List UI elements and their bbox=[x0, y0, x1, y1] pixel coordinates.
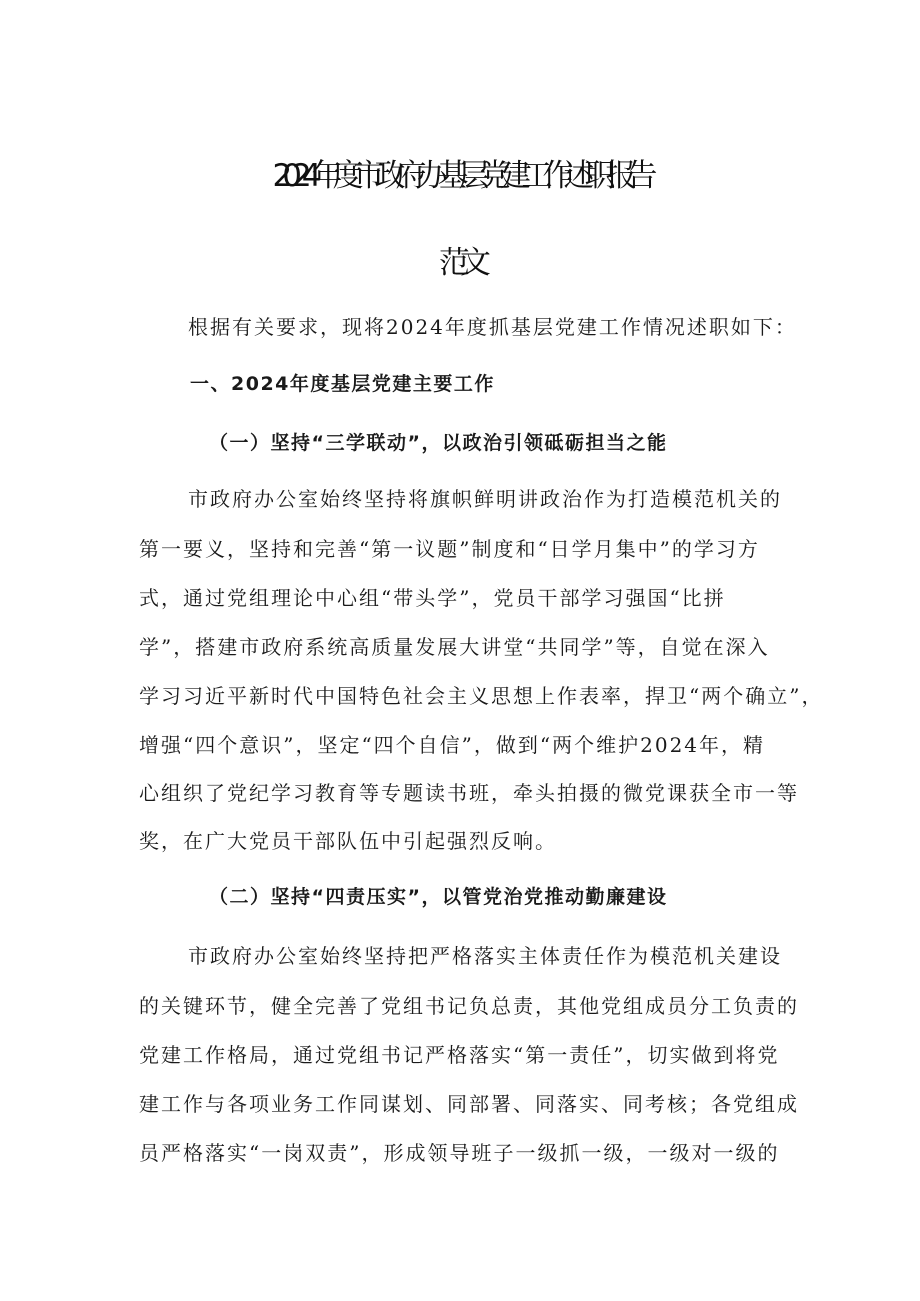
paragraph-2-line: 市政府办公室始终坚持把严格落实主体责任作为模范机关建设 bbox=[188, 944, 782, 968]
document-title-continuation: 范文 bbox=[439, 245, 481, 281]
subsection-heading-2: （二）坚持“四责压实”，以管党治党推动勤廉建设 bbox=[209, 886, 668, 908]
paragraph-1-line: 市政府办公室始终坚持将旗帜鲜明讲政治作为打造模范机关的 bbox=[188, 487, 782, 511]
paragraph-1-line: 第一要义，坚持和完善“第一议题”制度和“日学月集中”的学习方 bbox=[139, 537, 760, 561]
paragraph-1-line: 式，通过党组理论中心组“带头学”，党员干部学习强国“比拼 bbox=[139, 586, 726, 610]
paragraph-2-line: 党建工作格局，通过党组书记严格落实“第一责任”，切实做到将党 bbox=[139, 1043, 780, 1067]
paragraph-2-line: 员严格落实“一岗双责”，形成领导班子一级抓一级，一级对一级的 bbox=[139, 1141, 780, 1165]
paragraph-2-line: 的关键环节，健全完善了党组书记负总责，其他党组成员分工负责的 bbox=[139, 994, 799, 1018]
paragraph-1-line: 增强“四个意识”，坚定“四个自信”，做到“两个维护2024年，精 bbox=[139, 733, 766, 757]
paragraph-2-line: 建工作与各项业务工作同谋划、同部署、同落实、同考核；各党组成 bbox=[139, 1092, 799, 1116]
paragraph-1-line: 学习习近平新时代中国特色社会主义思想上作表率，捍卫“两个确立”， bbox=[139, 684, 824, 708]
paragraph-1-line: 奖，在广大党员干部队伍中引起强烈反响。 bbox=[139, 829, 557, 853]
intro-paragraph: 根据有关要求，现将2024年度抓基层党建工作情况述职如下： bbox=[188, 315, 797, 339]
document-title: 2024年度市政府办基层党建工作述职报告 bbox=[272, 158, 648, 194]
section-heading-1: 一、2024年度基层党建主要工作 bbox=[190, 373, 495, 395]
paragraph-1-line: 学”，搭建市政府系统高质量发展大讲堂“共同学”等，自觉在深入 bbox=[139, 635, 770, 659]
subsection-heading-1: （一）坚持“三学联动”，以政治引领砥砺担当之能 bbox=[209, 432, 668, 454]
paragraph-1-line: 心组织了党纪学习教育等专题读书班，牵头拍摄的微党课获全市一等 bbox=[139, 781, 799, 805]
